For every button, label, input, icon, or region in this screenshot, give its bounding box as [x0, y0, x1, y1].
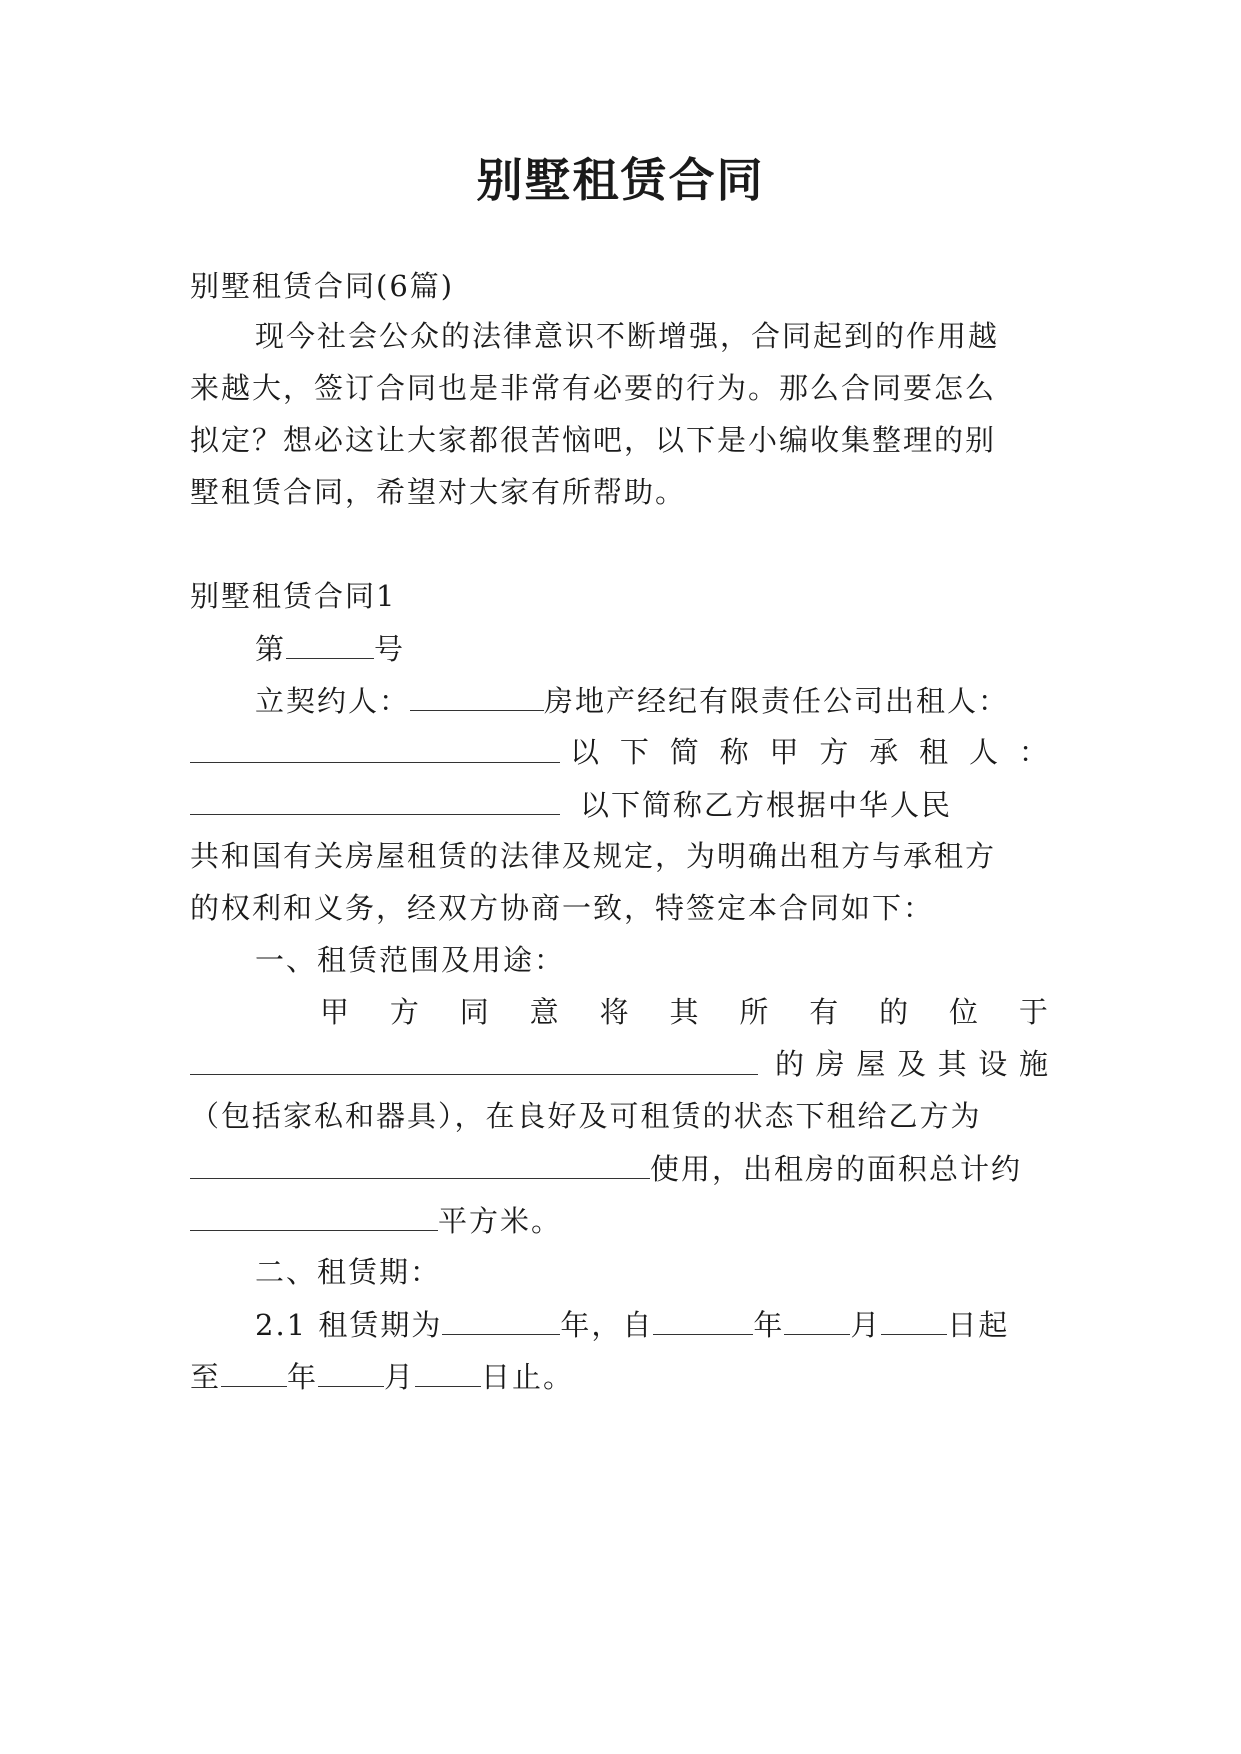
contract-number-line: [255, 628, 1050, 669]
party-a-line: [255, 680, 1050, 721]
party-a-label: 立契约人：: [255, 684, 411, 718]
char: 于: [1018, 995, 1050, 1029]
section2-line-1: [255, 1304, 1050, 1345]
char: 其: [937, 1047, 969, 1081]
intro-line-4: 墅租赁合同，希望对大家有所帮助。: [190, 475, 687, 509]
intro-line-3: 拟定？想必这让大家都很苦恼吧，以下是小编收集整理的别: [190, 423, 997, 457]
intro-line-1: 现今社会公众的法律意识不断增强，合同起到的作用越: [255, 319, 1000, 353]
year-label: 年: [287, 1360, 319, 1394]
char: 的: [775, 1047, 807, 1081]
section1-line-2: [190, 1044, 1050, 1085]
lessor-line: [190, 732, 1050, 773]
year-label: 年: [753, 1308, 785, 1342]
char: 承: [869, 735, 901, 769]
contract-heading: 别墅租赁合同1: [190, 579, 397, 613]
start-day-blank: [881, 1304, 947, 1335]
char: 施: [1018, 1047, 1050, 1081]
end-day-blank: [415, 1356, 481, 1387]
char: 方: [389, 995, 421, 1029]
section2-line-2: [190, 1356, 1050, 1397]
party-a-short-text: [570, 732, 1050, 772]
year-word: 年，自: [560, 1308, 654, 1342]
section1-line-1: [320, 992, 1050, 1032]
char: 方: [819, 735, 851, 769]
square-meters-text: 平方米。: [438, 1204, 563, 1238]
number-suffix: 号: [374, 632, 406, 666]
char: 将: [599, 995, 631, 1029]
start-month-blank: [784, 1304, 850, 1335]
char: 甲: [320, 995, 352, 1029]
area-blank: [190, 1200, 438, 1231]
char: 称: [719, 735, 751, 769]
document-subtitle: 别墅租赁合同(6篇): [190, 269, 455, 303]
day-start-label: 日起: [947, 1308, 1010, 1342]
char: 及: [896, 1047, 928, 1081]
end-year-blank: [221, 1356, 287, 1387]
char: 其: [669, 995, 701, 1029]
number-blank: [286, 628, 374, 659]
day-end-label: 日止。: [481, 1360, 575, 1394]
lease-term-prefix: 2.1 租赁期为: [255, 1308, 443, 1342]
party-a-blank: [410, 680, 544, 711]
char: 租: [919, 735, 951, 769]
char: 意: [529, 995, 561, 1029]
until-label: 至: [190, 1360, 222, 1394]
property-facilities-text: [775, 1044, 1050, 1084]
char: 的: [879, 995, 911, 1029]
section1-line-5: [190, 1200, 1050, 1241]
start-year-blank: [653, 1304, 753, 1335]
char: 屋: [856, 1047, 888, 1081]
section1-line-3: （包括家私和器具），在良好及可租赁的状态下租给乙方为: [190, 1099, 982, 1133]
char: 人: [969, 735, 1001, 769]
char: 有: [809, 995, 841, 1029]
char: 设: [978, 1047, 1010, 1081]
char: 所: [739, 995, 771, 1029]
char: 同: [459, 995, 491, 1029]
section1-line-4: [190, 1148, 1050, 1189]
law-line-2: 的权利和义务，经双方协商一致，特签定本合同如下：: [190, 891, 935, 925]
number-prefix: 第: [255, 632, 287, 666]
party-b-tail: 以下简称乙方根据中华人民: [580, 788, 953, 822]
location-blank: [190, 1044, 758, 1075]
char: ：: [1018, 735, 1050, 769]
end-month-blank: [318, 1356, 384, 1387]
usage-blank: [190, 1148, 650, 1179]
lessor-blank: [190, 732, 560, 763]
lessee-blank: [190, 784, 560, 815]
intro-line-2: 来越大，签订合同也是非常有必要的行为。那么合同要怎么: [190, 371, 997, 405]
law-line-1: 共和国有关房屋租赁的法律及规定，为明确出租方与承租方: [190, 839, 997, 873]
lessee-line: [190, 784, 1050, 825]
char: 下: [619, 735, 651, 769]
char: 房: [815, 1047, 847, 1081]
term-years-blank: [442, 1304, 560, 1335]
area-text: 使用，出租房的面积总计约: [650, 1152, 1023, 1186]
section2-title: 二、租赁期：: [255, 1255, 442, 1289]
section1-title: 一、租赁范围及用途：: [255, 943, 566, 977]
party-a-tail: 房地产经纪有限责任公司出租人：: [544, 684, 1010, 718]
char: 简: [669, 735, 701, 769]
char: 以: [570, 735, 602, 769]
document-title: 别墅租赁合同: [476, 153, 765, 207]
char: 甲: [769, 735, 801, 769]
month-label: 月: [384, 1360, 416, 1394]
char: 位: [949, 995, 981, 1029]
month-label: 月: [850, 1308, 882, 1342]
